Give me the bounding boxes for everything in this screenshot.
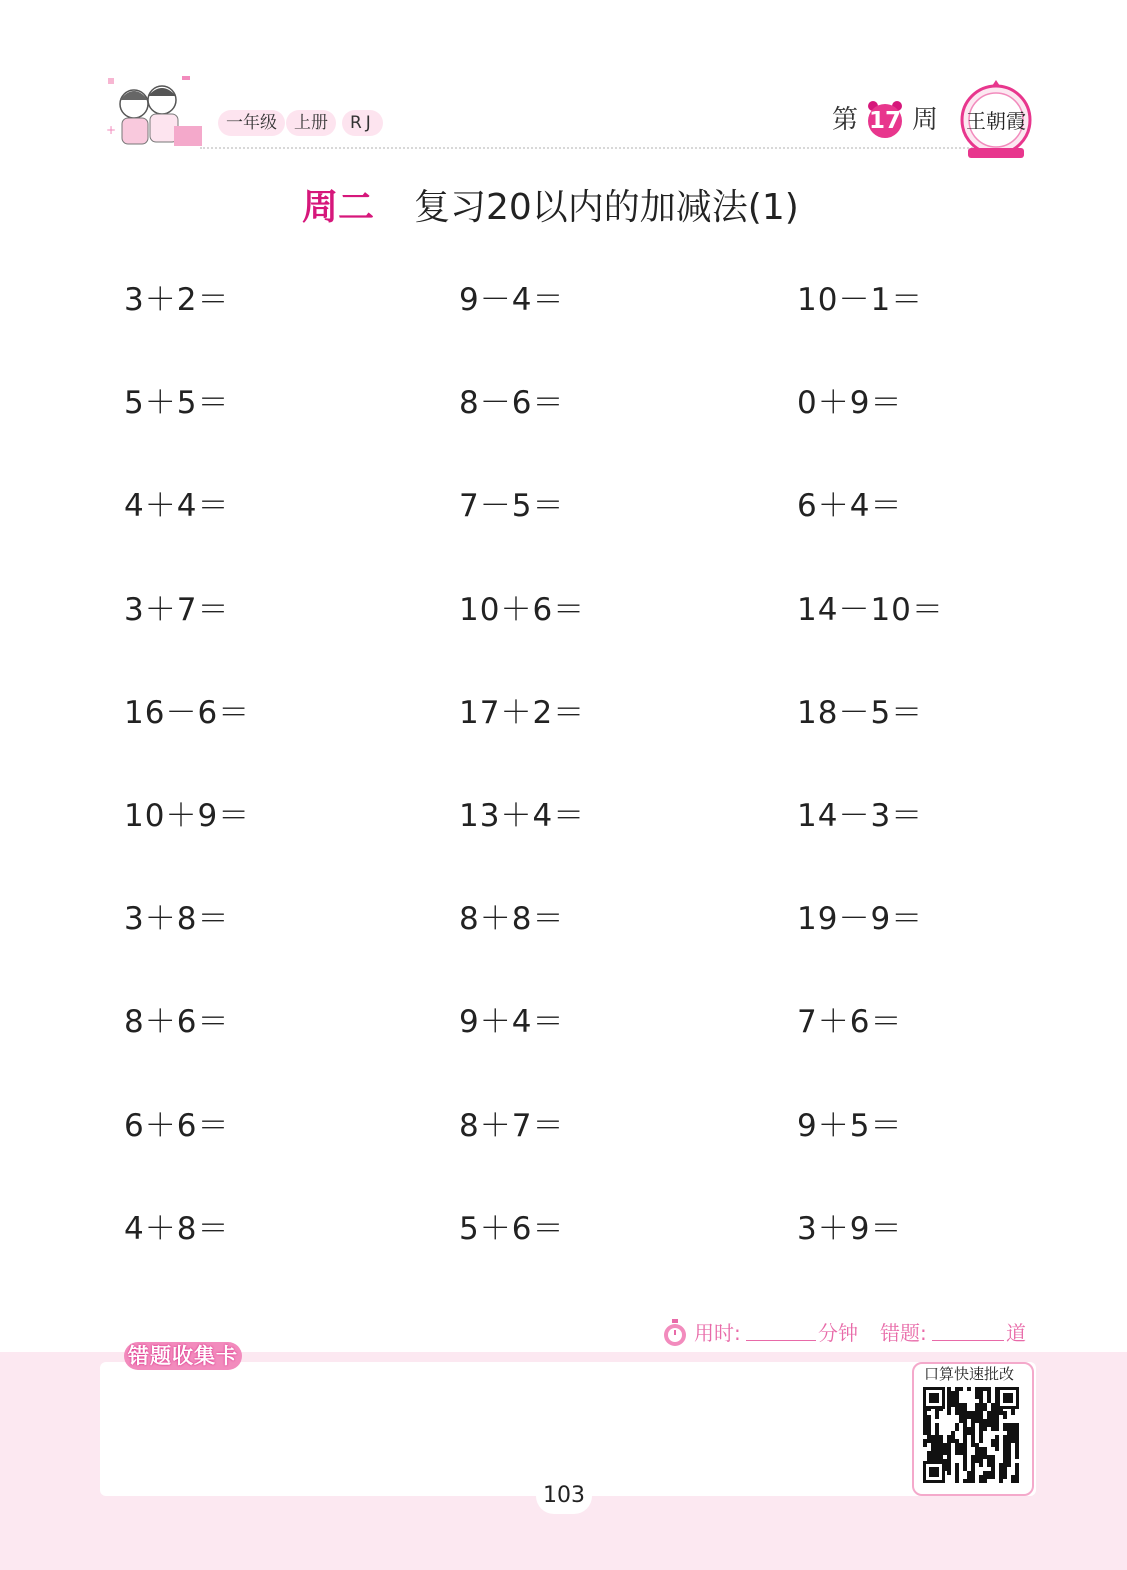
problem-item: 17＋2＝ <box>459 695 586 731</box>
problem-item: 16－6＝ <box>124 695 251 731</box>
qr-label: 口算快速批改 <box>924 1365 1015 1383</box>
problem-item: 9＋5＝ <box>797 1108 903 1144</box>
problem-item: 10－1＝ <box>797 282 924 318</box>
problem-item: 8＋8＝ <box>459 901 565 937</box>
problem-item: 4＋4＝ <box>124 488 230 524</box>
errors-label: 错题: <box>880 1321 927 1345</box>
problem-item: 3＋8＝ <box>124 901 230 937</box>
time-unit: 分钟 <box>818 1321 858 1345</box>
problem-item: 3＋2＝ <box>124 282 230 318</box>
problem-item: 3＋9＝ <box>797 1211 903 1247</box>
week-prefix: 第 <box>832 105 859 135</box>
problem-item: 10＋9＝ <box>124 798 251 834</box>
problem-item: 7＋6＝ <box>797 1004 903 1040</box>
problem-item: 8－6＝ <box>459 385 565 421</box>
problem-item: 18－5＝ <box>797 695 924 731</box>
time-label: 用时: <box>694 1321 741 1345</box>
stopwatch-icon <box>660 1318 690 1348</box>
volume-chip: 上册 <box>286 110 336 136</box>
problem-item: 13＋4＝ <box>459 798 586 834</box>
problem-item: 6＋6＝ <box>124 1108 230 1144</box>
problem-item: 3＋7＝ <box>124 592 230 628</box>
week-suffix: 周 <box>912 105 939 135</box>
page-title: 复习20以内的加减法(1) <box>414 187 799 228</box>
problem-item: 9＋4＝ <box>459 1004 565 1040</box>
problem-item: 5＋5＝ <box>124 385 230 421</box>
problem-item: 9－4＝ <box>459 282 565 318</box>
problem-item: 6＋4＝ <box>797 488 903 524</box>
error-card-title: 错题收集卡 <box>124 1342 242 1370</box>
problem-item: 5＋6＝ <box>459 1211 565 1247</box>
errors-blank[interactable] <box>932 1340 1004 1341</box>
problem-item: 14－10＝ <box>797 592 944 628</box>
brand-logo-text: 王朝霞 <box>966 109 1026 133</box>
svg-text:+: + <box>106 123 117 137</box>
edition-chip: RJ <box>342 110 383 136</box>
problem-item: 19－9＝ <box>797 901 924 937</box>
problem-item: 8＋7＝ <box>459 1108 565 1144</box>
qr-code-icon[interactable] <box>922 1386 1020 1484</box>
problem-item: 7－5＝ <box>459 488 565 524</box>
error-collection-card[interactable] <box>100 1362 1036 1496</box>
problem-item: 10＋6＝ <box>459 592 586 628</box>
week-number: 17 <box>868 108 901 134</box>
problem-item: 0＋9＝ <box>797 385 903 421</box>
day-title: 周二 <box>302 187 375 228</box>
page-number: 103 <box>543 1483 585 1508</box>
grade-chip: 一年级 <box>218 110 285 136</box>
stats-row <box>660 1318 1040 1350</box>
problem-item: 4＋8＝ <box>124 1211 230 1247</box>
time-blank[interactable] <box>746 1340 816 1341</box>
errors-unit: 道 <box>1006 1321 1026 1345</box>
problem-item: 14－3＝ <box>797 798 924 834</box>
problem-item: 8＋6＝ <box>124 1004 230 1040</box>
